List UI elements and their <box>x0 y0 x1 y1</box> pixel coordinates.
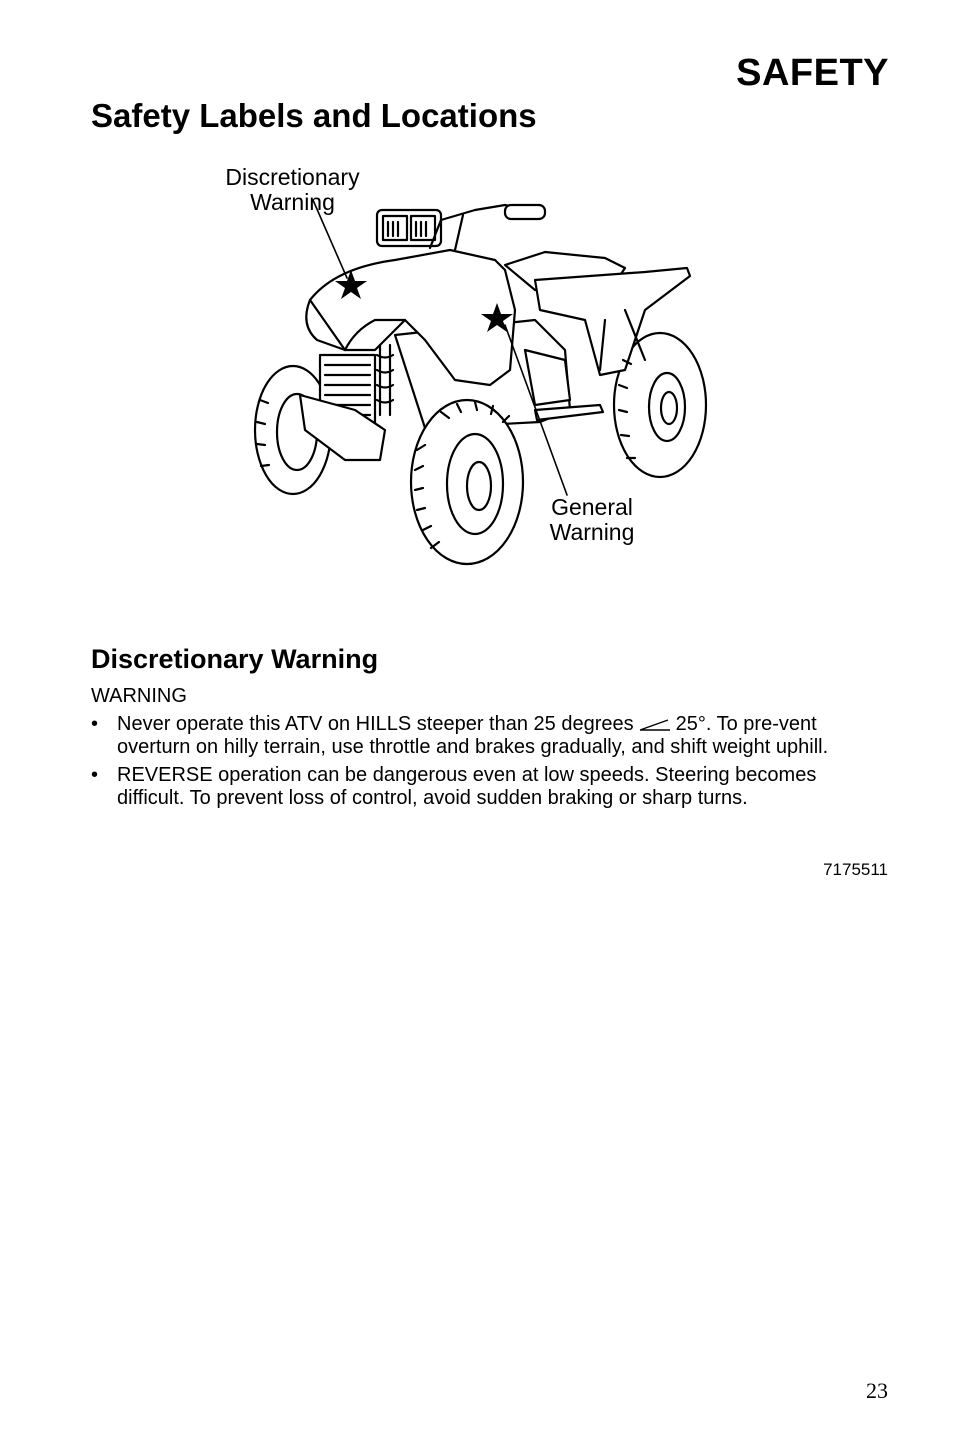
bullet-text: 25°. To pre-vent overturn on hilly terrain, use throttle and brakes gradually, and shift weight uphill. <box>117 713 829 758</box>
callout-line: Warning <box>549 519 635 545</box>
list-item <box>91 713 881 759</box>
callout-line: General <box>551 494 633 520</box>
warning-label: WARNING <box>91 685 187 707</box>
callout-discretionary-warning <box>210 165 375 215</box>
callout-line: Warning <box>250 189 335 215</box>
callout-line: Discretionary <box>225 164 360 190</box>
warning-list <box>91 713 881 815</box>
atv-illustration <box>205 160 725 580</box>
slope-angle-icon <box>638 718 672 732</box>
bullet-text: Never operate this ATV on HILLS steeper than 25 degrees <box>117 713 634 735</box>
callout-general-warning <box>537 495 647 545</box>
atv-safety-label-figure <box>205 160 725 580</box>
label-part-number: 7175511 <box>823 860 888 879</box>
section-header: SAFETY <box>736 52 889 94</box>
discretionary-warning-heading: Discretionary Warning <box>91 644 379 674</box>
page-number: 23 <box>866 1378 888 1403</box>
page-title: Safety Labels and Locations <box>91 97 537 134</box>
list-item: • REVERSE operation can be dangerous even at low speeds. Steering becomes difficult. To prevent loss of control, avoid sudden braking or sharp turns. <box>91 764 881 810</box>
